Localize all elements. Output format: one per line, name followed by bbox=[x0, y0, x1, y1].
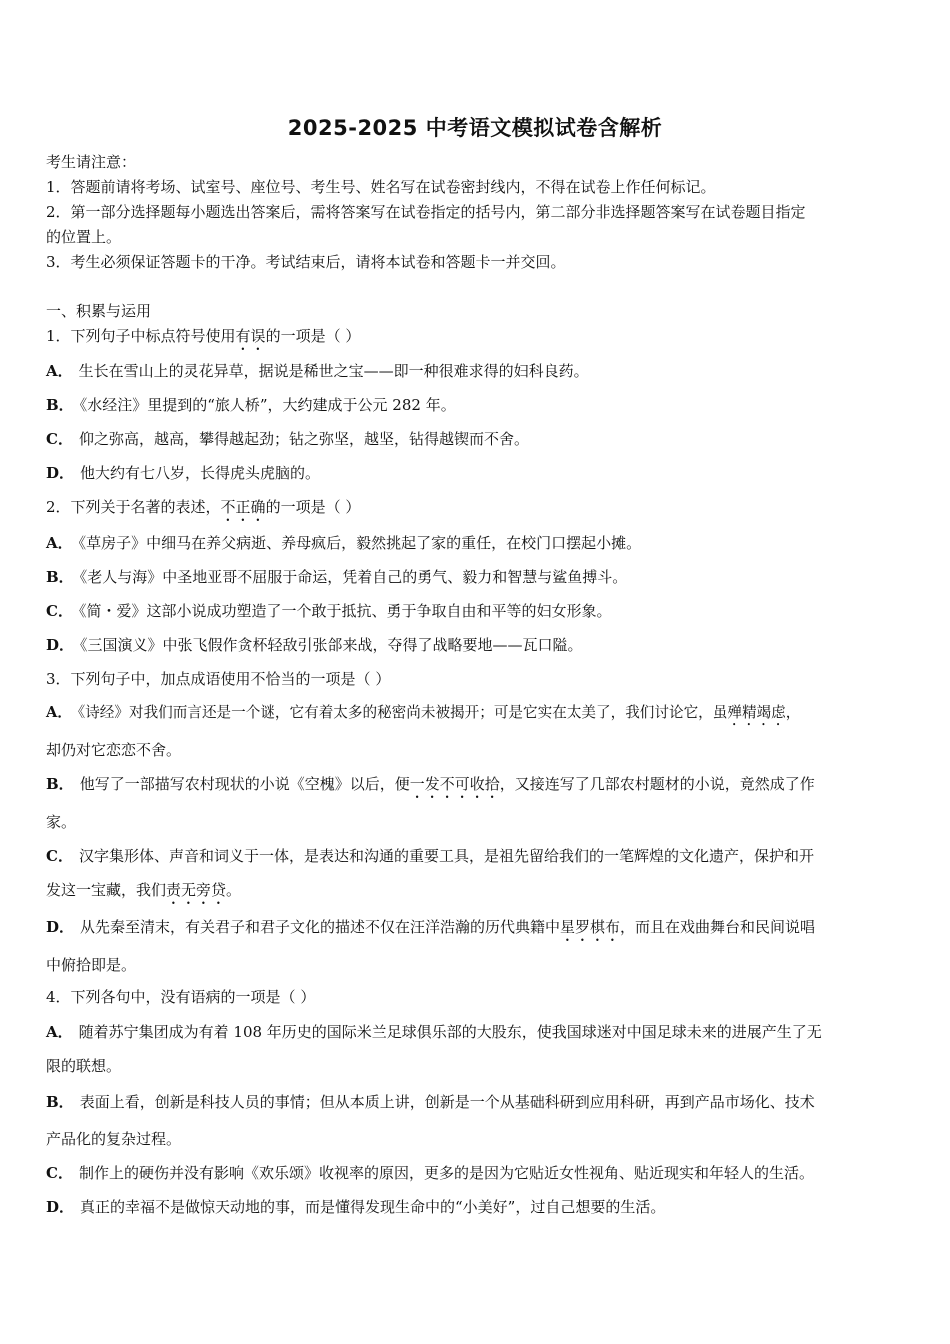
q1-emphasis: 有误 bbox=[235, 327, 266, 345]
notice-item-2-line-1: 2．第一部分选择题每小题选出答案后，需将答案写在试卷指定的括号内，第二部分非选择题答案写在试卷题目指定 bbox=[46, 203, 806, 221]
option-text: 《诗经》对我们而言还是一个谜，它有着太多的秘密尚未被揭开；可是它实在太美了，我们讨论它，虽 bbox=[77, 704, 728, 721]
q2-option-b bbox=[46, 566, 906, 588]
q2-option-a bbox=[46, 532, 906, 554]
option-text-tail: ，而且在戏曲舞台和民间说唱 bbox=[620, 918, 816, 936]
option-text-tail: ，又接连写了几部农村题材的小说，竟然成了作 bbox=[499, 775, 815, 793]
q2-stem-tail: 的一项是（ ） bbox=[265, 498, 361, 516]
page-title: 2025-2025 中考语文模拟试卷含解析 bbox=[287, 116, 663, 140]
option-text: 真正的幸福不是做惊天动地的事，而是懂得发现生命中的“小美好”，过自己想要的生活。 bbox=[80, 1198, 666, 1216]
notice-item-3: 3．考生必须保证答题卡的干净。考试结束后，请将本试卷和答题卡一并交回。 bbox=[46, 253, 566, 271]
option-text: 汉字集形体、声音和词义于一体，是表达和沟通的重要工具，是祖先留给我们的一笔辉煌的文化遗产，保护和开 bbox=[78, 847, 814, 865]
notice-item-2-line-2: 的位置上。 bbox=[46, 228, 122, 246]
q3-option-b-line-2: 家。 bbox=[46, 813, 77, 831]
idiom-emphasis: 一发不可收拾 bbox=[409, 775, 500, 793]
option-label: D． bbox=[46, 636, 75, 654]
option-text-tail: 。 bbox=[226, 881, 242, 899]
option-label: A． bbox=[46, 704, 72, 721]
option-label: B． bbox=[46, 396, 74, 414]
question-1-stem bbox=[46, 325, 906, 354]
q3-option-b bbox=[46, 773, 906, 802]
idiom-emphasis: 星罗棋布 bbox=[560, 918, 621, 936]
option-text: 生长在雪山上的灵花异草，据说是稀世之宝——即一种很难求得的妇科良药。 bbox=[78, 362, 589, 380]
q2-option-c bbox=[46, 600, 906, 622]
option-text: 从先秦至清末，有关君子和君子文化的描述不仅在汪洋浩瀚的历代典籍中 bbox=[80, 918, 561, 936]
q1-option-d bbox=[46, 462, 906, 484]
idiom-emphasis: 责无旁贷 bbox=[166, 881, 227, 899]
option-text: 表面上看，创新是科技人员的事情；但从本质上讲，创新是一个从基础科研到应用科研，再到产品市场化、技术 bbox=[79, 1093, 815, 1111]
q3-option-d bbox=[46, 916, 906, 945]
option-label: A． bbox=[46, 534, 73, 552]
option-label: C． bbox=[46, 602, 73, 620]
q3-option-a bbox=[46, 702, 906, 729]
q4-option-b bbox=[46, 1091, 906, 1113]
option-label: B． bbox=[46, 568, 74, 586]
q3-option-c-line-2 bbox=[46, 879, 906, 908]
q1-option-a bbox=[46, 360, 906, 382]
option-text: 发这一宝藏，我们 bbox=[46, 881, 167, 899]
option-label: C． bbox=[46, 847, 73, 865]
q1-stem-text: 1．下列句子中标点符号使用 bbox=[46, 327, 236, 345]
option-text-tail: ， bbox=[785, 704, 801, 721]
idiom-emphasis: 殚精竭虑 bbox=[727, 704, 786, 721]
option-label: D． bbox=[46, 1198, 75, 1216]
notice-heading: 考生请注意： bbox=[46, 153, 137, 171]
option-label: D． bbox=[46, 918, 75, 936]
q1-option-b bbox=[46, 394, 906, 416]
q2-option-d bbox=[46, 634, 906, 656]
section-heading: 一、积累与运用 bbox=[46, 302, 152, 320]
q4-option-b-line-2: 产品化的复杂过程。 bbox=[46, 1130, 182, 1148]
option-text: 他写了一部描写农村现状的小说《空槐》以后，便 bbox=[79, 775, 410, 793]
q1-option-c bbox=[46, 428, 906, 450]
q4-option-a bbox=[46, 1021, 906, 1043]
q4-option-a-line-2: 限的联想。 bbox=[46, 1057, 122, 1075]
option-text: 《草房子》中细马在养父病逝、养母疯后，毅然挑起了家的重任，在校门口摆起小摊。 bbox=[78, 534, 642, 552]
option-label: C． bbox=[46, 1164, 73, 1182]
q1-stem-tail: 的一项是（ ） bbox=[265, 327, 361, 345]
option-text: 《水经注》里提到的“旅人桥”，大约建成于公元 282 年。 bbox=[79, 396, 456, 414]
q3-option-c bbox=[46, 845, 906, 867]
q4-option-c bbox=[46, 1162, 906, 1184]
question-4-stem: 4．下列各句中，没有语病的一项是（ ） bbox=[46, 988, 316, 1006]
option-text: 制作上的硬伤并没有影响《欢乐颂》收视率的原因，更多的是因为它贴近女性视角、贴近现实和年轻人的生活。 bbox=[78, 1164, 814, 1182]
option-text: 随着苏宁集团成为有着 108 年历史的国际米兰足球俱乐部的大股东，使我国球迷对中国足球未来的进展产生了无 bbox=[78, 1023, 822, 1041]
option-label: C． bbox=[46, 430, 73, 448]
option-text: 他大约有七八岁，长得虎头虎脑的。 bbox=[80, 464, 321, 482]
option-text: 《简・爱》这部小说成功塑造了一个敢于抵抗、勇于争取自由和平等的妇女形象。 bbox=[78, 602, 612, 620]
option-text: 《老人与海》中圣地亚哥不屈服于命运，凭着自己的勇气、毅力和智慧与鲨鱼搏斗。 bbox=[79, 568, 628, 586]
option-label: B． bbox=[46, 775, 74, 793]
q2-stem-text: 2．下列关于名著的表述， bbox=[46, 498, 221, 516]
option-label: A． bbox=[46, 1023, 73, 1041]
option-text: 仰之弥高，越高，攀得越起劲；钻之弥坚，越坚，钻得越锲而不舍。 bbox=[78, 430, 529, 448]
option-text: 《三国演义》中张飞假作贪杯轻敌引张郃来战，夺得了战略要地——瓦口隘。 bbox=[80, 636, 583, 654]
option-label: A． bbox=[46, 362, 73, 380]
question-2-stem bbox=[46, 496, 906, 525]
q4-option-d bbox=[46, 1196, 906, 1218]
q3-option-d-line-2: 中俯拾即是。 bbox=[46, 956, 137, 974]
notice-item-1: 1．答题前请将考场、试室号、座位号、考生号、姓名写在试卷密封线内，不得在试卷上作任何标记。 bbox=[46, 178, 716, 196]
question-3-stem: 3．下列句子中，加点成语使用不恰当的一项是（ ） bbox=[46, 670, 391, 688]
q2-emphasis: 不正确 bbox=[220, 498, 266, 516]
option-label: B． bbox=[46, 1093, 74, 1111]
option-label: D． bbox=[46, 464, 75, 482]
q3-option-a-line-2: 却仍对它恋恋不舍。 bbox=[46, 741, 182, 759]
